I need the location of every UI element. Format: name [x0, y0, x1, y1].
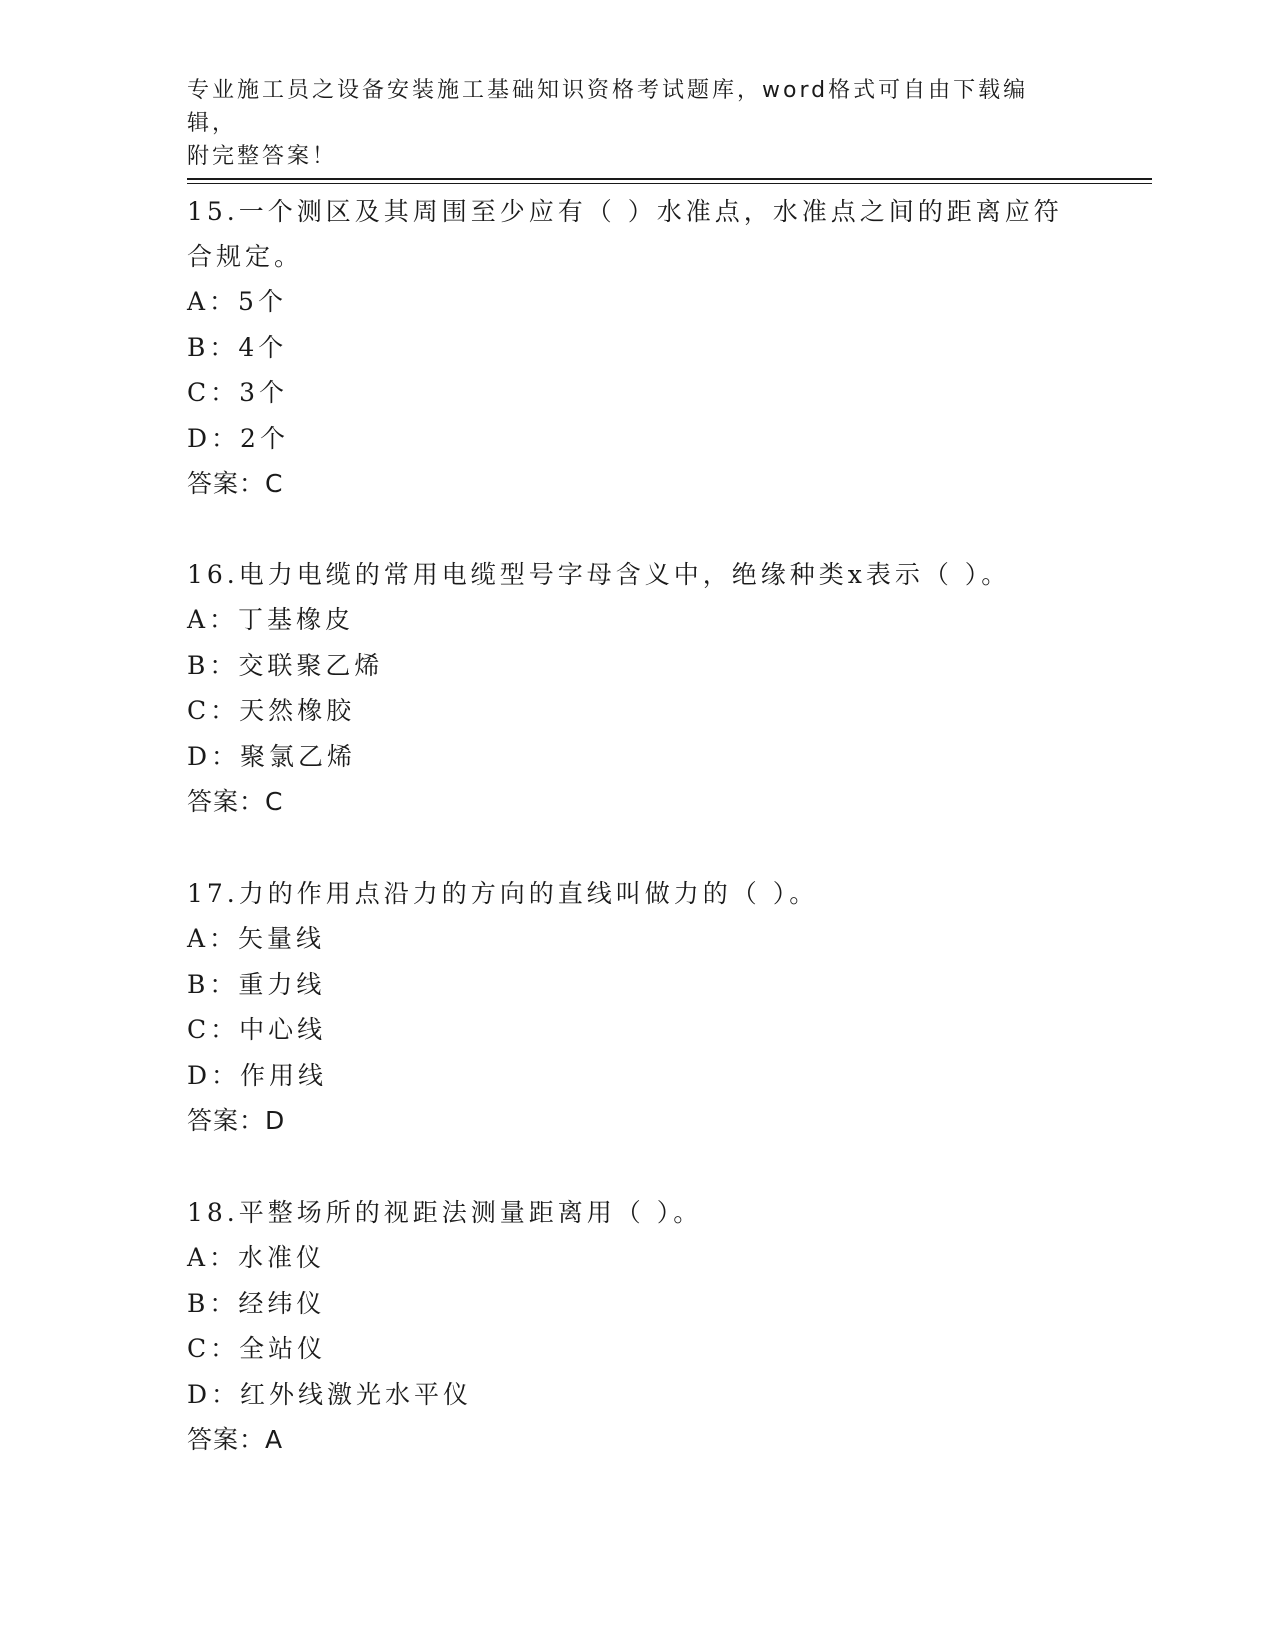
header-line-1: 专业施工员之设备安装施工基础知识资格考试题库，word格式可自由下载编辑，	[187, 78, 1029, 136]
question-stem: 18.平整场所的视距法测量距离用（ ）。	[187, 1198, 703, 1227]
option-c: C：中心线	[187, 1015, 327, 1044]
option-b: B：4个	[187, 332, 288, 362]
option-b: B：经纬仪	[187, 1288, 326, 1318]
document-header	[187, 74, 1067, 173]
option-c: C：天然橡胶	[187, 696, 356, 725]
option-d: D：2个	[187, 423, 289, 453]
header-divider-thin	[187, 183, 1152, 184]
option-b: B：交联聚乙烯	[187, 650, 384, 680]
answer-line: 答案：D	[187, 1106, 286, 1135]
option-a: A：水准仪	[187, 1243, 326, 1272]
option-a: A：丁基橡皮	[187, 605, 355, 634]
question-17	[187, 871, 1067, 1143]
question-15	[187, 189, 1067, 506]
header-divider-thick	[187, 178, 1152, 180]
question-16	[187, 552, 1067, 824]
option-c: C：3个	[187, 378, 289, 407]
question-stem: 15.一个测区及其周围至少应有（ ）水准点，水准点之间的距离应符合规定。	[187, 197, 1063, 271]
question-stem: 16.电力电缆的常用电缆型号字母含义中，绝缘种类x表示（ ）。	[187, 560, 1011, 589]
answer-line: 答案：C	[187, 787, 284, 816]
question-stem: 17.力的作用点沿力的方向的直线叫做力的（ ）。	[187, 879, 819, 908]
option-d: D：聚氯乙烯	[187, 741, 357, 771]
question-18	[187, 1190, 1067, 1462]
option-d: D：红外线激光水平仪	[187, 1379, 473, 1409]
option-b: B：重力线	[187, 969, 326, 999]
answer-line: 答案：A	[187, 1425, 284, 1454]
option-c: C：全站仪	[187, 1334, 327, 1363]
header-line-2: 附完整答案！	[187, 144, 338, 169]
option-d: D：作用线	[187, 1060, 328, 1090]
option-a: A：5个	[187, 287, 287, 316]
option-a: A：矢量线	[187, 924, 326, 953]
answer-line: 答案：C	[187, 469, 284, 498]
